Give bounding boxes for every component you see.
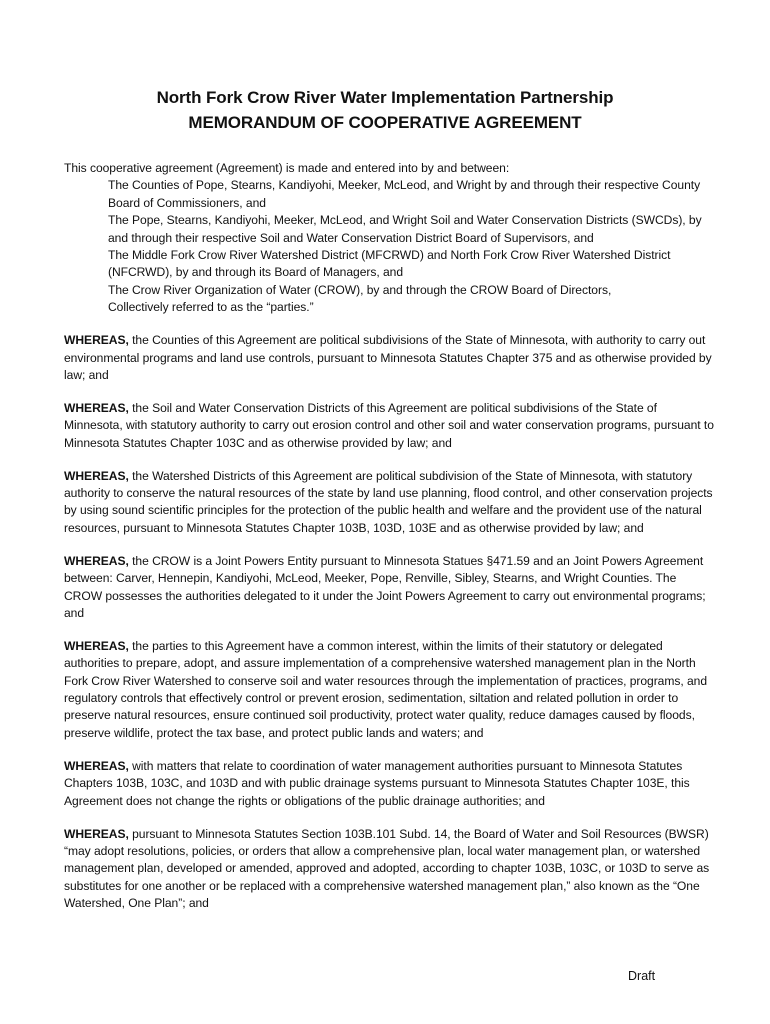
whereas-clause: [64, 468, 714, 538]
intro-paragraph: This cooperative agreement (Agreement) is made and entered into by and between:: [64, 161, 510, 175]
whereas-text: the Watershed Districts of this Agreement are political subdivision of the State of Minnesota, with statutory authority to conserve the natural resources of the state by land use planning, flood control, and other conservation projects by using sound scientific principles for the protection of the public health and welfare and the provident use of the natural resources, pursuant to Minnesota Statutes Chapter 103B, 103D, 103E and as otherwise provided by law; and: [64, 468, 713, 535]
whereas-clause: [64, 826, 714, 913]
whereas-keyword: WHEREAS,: [64, 400, 129, 415]
whereas-clause: [64, 332, 714, 384]
whereas-keyword: WHEREAS,: [64, 758, 129, 773]
whereas-text: the CROW is a Joint Powers Entity pursuant to Minnesota Statues §471.59 and an Joint Powers Agreement between: Carver, Hennepin, Kandiyohi, McLeod, Meeker, Pope, Renville, Sibley, Stearns, and Wright Counties. The CROW possesses the authorities delegated to it under the Joint Powers Agreement to carry out environmental programs; and: [64, 553, 706, 620]
whereas-text: with matters that relate to coordination of water management authorities pursuant to Minnesota Statutes Chapters 103B, 103C, and 103D and with public drainage systems pursuant to Minnesota Statutes Chapter 103E, this Agreement does not change the rights or obligations of the public drainage authorities; and: [64, 758, 690, 808]
party-counties: The Counties of Pope, Stearns, Kandiyohi, Meeker, McLeod, and Wright by and through their respective County Board of Commissioners, and: [108, 178, 701, 210]
document-subtitle: MEMORANDUM OF COOPERATIVE AGREEMENT: [188, 113, 582, 132]
whereas-text: the parties to this Agreement have a common interest, within the limits of their statutory or delegated authorities to prepare, adopt, and assure implementation of a comprehensive watershed management plan in the North Fork Crow River Watershed to conserve soil and water resources through the implementation of practices, programs, and regulatory controls that effectively control or prevent erosion, sedimentation, siltation and related pollution in order to preserve natural resources, ensure continued soil productivity, protect water quality, reduce damages caused by floods, preserve wildlife, protect the tax base, and protect public lands and waters; and: [64, 638, 708, 740]
whereas-text: pursuant to Minnesota Statutes Section 103B.101 Subd. 14, the Board of Water and Soil Resources (BWSR) “may adopt resolutions, policies, or orders that allow a comprehensive plan, local water management plan, or watershed management plan, developed or amended, approved and adopted, according to chapter 103B, 103C, or 103D to serve as substitutes for one another or be replaced with a comprehensive watershed management plan,” also known as the “One Watershed, One Plan”; and: [64, 826, 710, 911]
whereas-clause: [64, 400, 714, 452]
whereas-clause: [64, 638, 714, 742]
whereas-text: the Counties of this Agreement are political subdivisions of the State of Minnesota, with authority to carry out environmental programs and land use controls, pursuant to Minnesota Statutes Chapter 375 and as otherwise provided by law; and: [64, 333, 712, 382]
whereas-text: the Soil and Water Conservation Districts of this Agreement are political subdivisions of the State of Minnesota, with statutory authority to carry out erosion control and other soil and water conservation programs, pursuant to Minnesota Statutes Chapter 103C and as otherwise provided by law; and: [64, 400, 714, 450]
whereas-clause: [64, 553, 714, 623]
document-title: North Fork Crow River Water Implementation Partnership: [156, 88, 614, 107]
party-crow: The Crow River Organization of Water (CROW), by and through the CROW Board of Directors,: [108, 282, 612, 297]
party-swcds: The Pope, Stearns, Kandiyohi, Meeker, McLeod, and Wright Soil and Water Conservation Districts (SWCDs), by and through their respective Soil and Water Conservation District Board of Supervisors, and: [108, 213, 702, 245]
document-body: [64, 160, 714, 913]
whereas-clause: [64, 758, 714, 810]
whereas-keyword: WHEREAS,: [64, 553, 129, 568]
whereas-keyword: WHEREAS,: [64, 826, 129, 841]
whereas-keyword: WHEREAS,: [64, 638, 129, 653]
whereas-keyword: WHEREAS,: [64, 468, 129, 483]
whereas-keyword: WHEREAS,: [64, 333, 129, 348]
party-watershed-districts: The Middle Fork Crow River Watershed District (MFCRWD) and North Fork Crow River Watershed District (NFCRWD), by and through its Board of Managers, and: [108, 248, 671, 280]
draft-footer-label: Draft: [628, 969, 656, 983]
parties-collective: Collectively referred to as the “parties.”: [108, 300, 314, 315]
parties-list: [64, 177, 714, 316]
